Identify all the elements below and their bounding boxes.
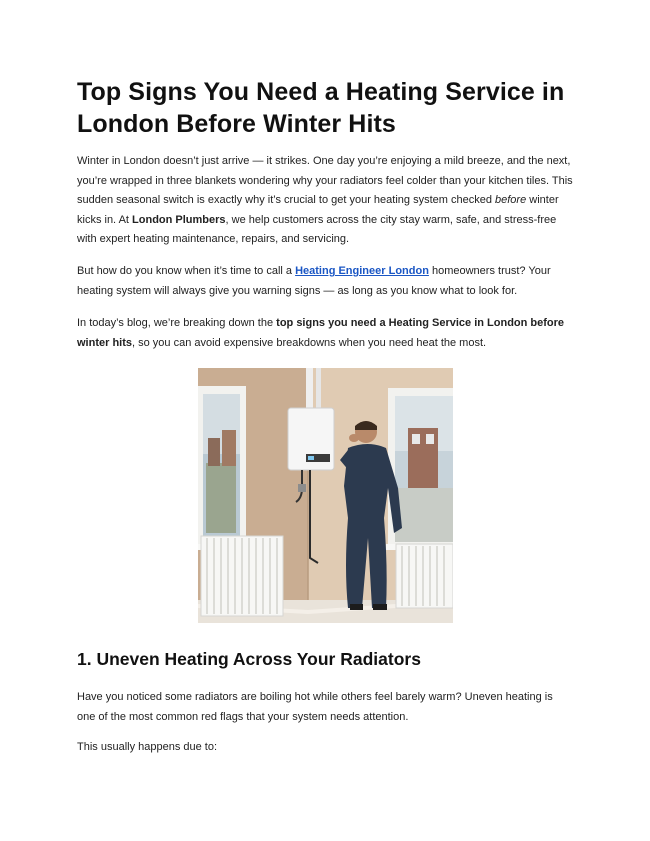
intro-text-1: Winter in London doesn’t just arrive — it strikes. One day you’re enjoying a mild breeze, and the next, you’re wrapped in three blankets wondering why your radiators feel colder than your kitchen tiles. This sudden seasonal switch is exactly why it’s crucial to get your heating system checked [77,155,573,206]
para3-text-2: , so you can avoid expensive breakdowns when you need heat the most. [132,336,487,349]
brand-name: London Plumbers [132,213,226,226]
intro-text-3: , we help customers across the city stay warm, safe, and stress-free with expert heating maintenance, repairs, and servicing. [77,213,557,245]
para3-text-1: In today’s blog, we’re breaking down the [77,317,277,329]
para2-text-1: But how do you know when it’s time to call a [77,265,296,277]
photo-illustration [198,368,453,623]
warning-signs-paragraph [77,262,574,301]
para2-text-2: homeowners trust? Your heating system will always give you warning signs — as long as you know what to look for. [77,265,551,297]
intro-emphasis: before [495,194,527,206]
intro-text-2: winter kicks in. At [77,194,559,226]
uneven-heating-paragraph: Have you noticed some radiators are boiling hot while others feel barely warm? Uneven heating is one of the most common red flags that your system needs attention. [77,691,553,723]
heating-engineer-link[interactable]: Heating Engineer London [295,265,429,277]
para3-strong: top signs you need a Heating Service in London before winter hits [77,317,565,349]
section-heading: 1. Uneven Heating Across Your Radiators [77,649,421,669]
article-title: Top Signs You Need a Heating Service in London Before Winter Hits [77,78,565,138]
causes-lead-paragraph: This usually happens due to: [77,741,218,753]
blog-overview-paragraph [77,314,574,353]
intro-paragraph [77,152,574,250]
heating-engineer-photo [198,368,453,623]
